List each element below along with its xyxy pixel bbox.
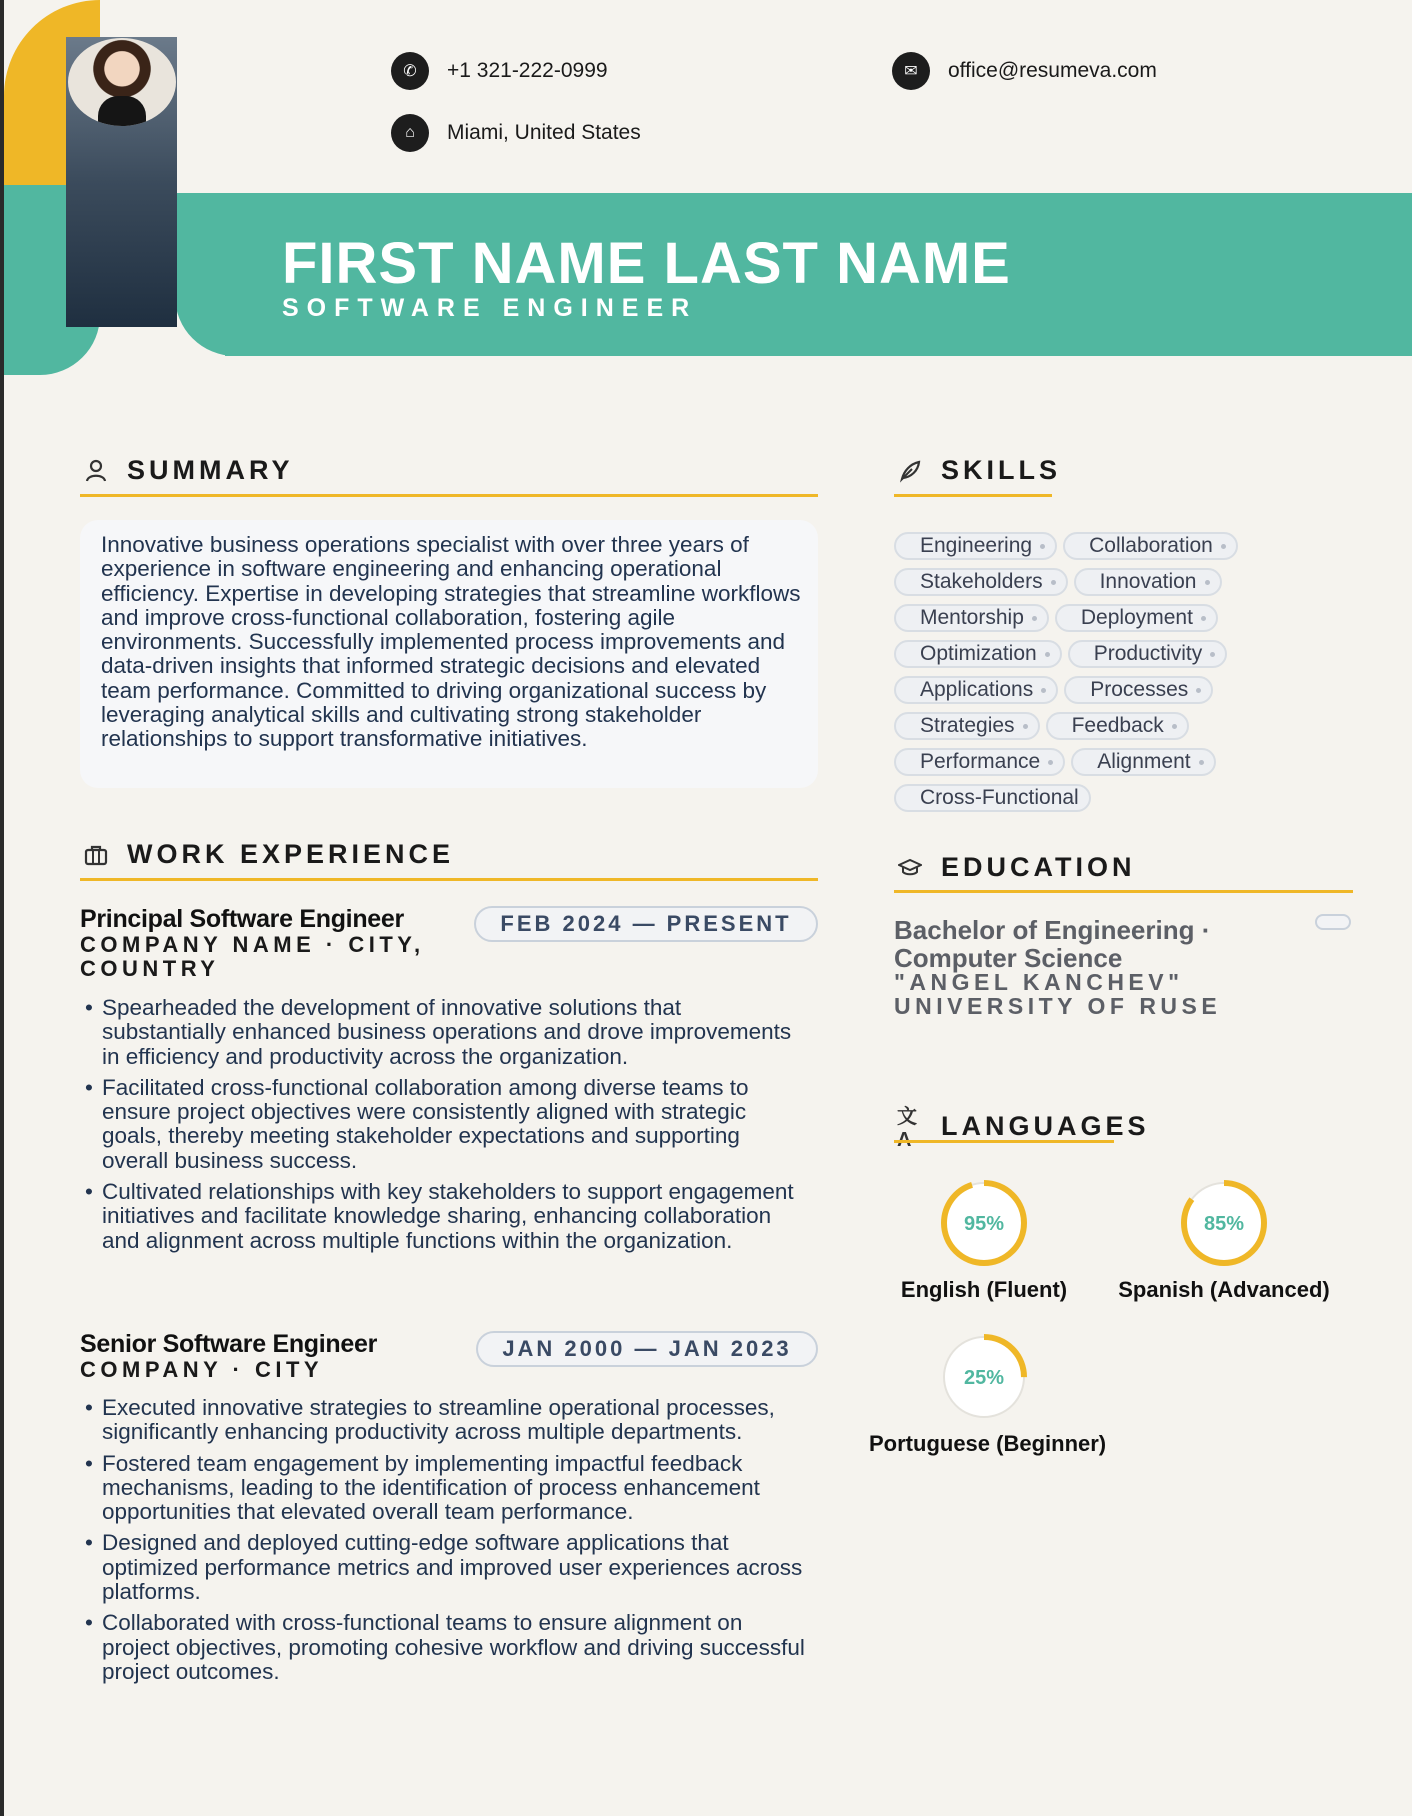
language-item bbox=[869, 1331, 1107, 1457]
language-percent: 95% bbox=[963, 1213, 1005, 1235]
dot-icon bbox=[1040, 544, 1045, 549]
job-bullet: • Cultivated relationships with key stakeholders to support engagement initiatives and facilitate knowledge sharing, enhancing collaboration and alignment across multiple functions within the organization. bbox=[81, 1180, 806, 1253]
skill-chip bbox=[1064, 676, 1213, 704]
translate-icon: 文 bbox=[897, 1106, 921, 1128]
envelope-icon: ✉ bbox=[892, 52, 930, 90]
dot-icon bbox=[1032, 616, 1037, 621]
skill-label: Processes bbox=[1090, 678, 1189, 701]
summary-rule bbox=[80, 494, 818, 497]
language-percent: 85% bbox=[1203, 1213, 1245, 1235]
skills-list bbox=[894, 532, 1274, 812]
dot-icon bbox=[1196, 688, 1201, 693]
language-name: Spanish (Advanced) bbox=[1118, 1277, 1330, 1302]
education-rule bbox=[894, 890, 1353, 893]
skill-chip bbox=[894, 604, 1049, 632]
skill-label: Cross-Functional bbox=[920, 786, 1079, 809]
skill-chip bbox=[1068, 640, 1228, 668]
education-title: EDUCATION bbox=[941, 852, 1136, 882]
skill-label: Feedback bbox=[1071, 714, 1164, 737]
job-dates: JAN 2000 — JAN 2023 bbox=[476, 1331, 818, 1367]
languages-title: LANGUAGES bbox=[941, 1110, 1150, 1141]
dot-icon bbox=[1045, 652, 1050, 657]
job-title: Senior Software Engineer bbox=[80, 1330, 378, 1358]
work-rule bbox=[80, 878, 818, 881]
job-bullet: • Fostered team engagement by implementing impactful feedback mechanisms, leading to the identification of process enhancement opportunities that elevated overall team performance. bbox=[81, 1452, 806, 1525]
job-bullet: • Spearheaded the development of innovative solutions that substantially enhanced business operations and drove improvements in efficiency and productivity across the organization. bbox=[81, 996, 806, 1069]
language-name: Portuguese (Beginner) bbox=[869, 1431, 1107, 1456]
languages-rule bbox=[894, 1140, 1114, 1143]
skill-chip bbox=[894, 568, 1068, 596]
candidate-role: SOFTWARE ENGINEER bbox=[282, 294, 698, 322]
skills-title: SKILLS bbox=[941, 455, 1062, 485]
skill-label: Engineering bbox=[920, 534, 1033, 557]
dot-icon bbox=[1205, 580, 1210, 585]
skill-chip bbox=[894, 676, 1058, 704]
job-company: COMPANY · CITY bbox=[80, 1357, 324, 1382]
email-text: office@resumeva.com bbox=[948, 59, 1157, 82]
contact-location bbox=[391, 114, 641, 152]
work-title: WORK EXPERIENCE bbox=[127, 839, 455, 869]
skill-chip bbox=[1071, 748, 1215, 776]
language-percent: 25% bbox=[963, 1367, 1005, 1389]
dot-icon bbox=[1023, 724, 1028, 729]
skill-label: Applications bbox=[920, 678, 1034, 701]
job-bullet: • Facilitated cross-functional collaboration among diverse teams to ensure project objectives were consistently aligned with strategic goals, thereby meeting stakeholder expectations and supporting overall business success. bbox=[81, 1076, 806, 1173]
phone-text: +1 321-222-0999 bbox=[447, 59, 608, 82]
skill-chip bbox=[894, 532, 1057, 560]
language-ring bbox=[1178, 1177, 1270, 1269]
dot-icon bbox=[1172, 724, 1177, 729]
skill-label: Collaboration bbox=[1089, 534, 1213, 557]
avatar bbox=[68, 38, 176, 126]
job-title: Principal Software Engineer bbox=[80, 905, 404, 933]
skill-label: Deployment bbox=[1080, 606, 1193, 629]
skill-label: Strategies bbox=[920, 714, 1015, 737]
skill-chip bbox=[1074, 568, 1222, 596]
dot-icon bbox=[1199, 760, 1204, 765]
summary-text: Innovative business operations specialist with over three years of experience in software engineering and enhancing operational efficiency. Expertise in developing strategies that streamline workflows and improve cross-functional collaboration, fostering agile environments. Successfully implemented process improvements and data-driven insights that informed strategic decisions and elevated team performance. Committed to driving organizational success by leveraging analytical skills and cultivating strong stakeholder relationships to support transformative initiatives. bbox=[101, 532, 801, 752]
skill-label: Optimization bbox=[920, 642, 1037, 665]
dot-icon bbox=[1210, 652, 1215, 657]
job-company: COMPANY NAME · CITY, COUNTRY bbox=[80, 932, 425, 981]
job-dates: FEB 2024 — PRESENT bbox=[474, 906, 818, 942]
language-item bbox=[869, 1177, 1099, 1303]
graduation-cap-icon bbox=[897, 858, 923, 878]
education-date-pill bbox=[1315, 914, 1351, 930]
location-text: Miami, United States bbox=[447, 121, 641, 144]
summary-title: SUMMARY bbox=[127, 455, 294, 485]
person-icon bbox=[83, 459, 109, 483]
job-bullet: • Executed innovative strategies to streamline operational processes, significantly enhancing productivity across multiple departments. bbox=[81, 1396, 806, 1445]
language-ring bbox=[938, 1177, 1030, 1269]
contact-email[interactable] bbox=[892, 52, 1157, 90]
job-bullets bbox=[81, 1396, 806, 1691]
summary-heading bbox=[83, 455, 294, 486]
home-icon: ⌂ bbox=[391, 114, 429, 152]
education-heading bbox=[897, 852, 1136, 883]
skill-label: Stakeholders bbox=[920, 570, 1043, 593]
languages-heading bbox=[897, 1100, 1150, 1152]
skill-chip bbox=[894, 712, 1040, 740]
skill-chip bbox=[1046, 712, 1189, 740]
dot-icon bbox=[1048, 760, 1053, 765]
skill-label: Mentorship bbox=[920, 606, 1024, 629]
skills-rule bbox=[894, 494, 1052, 497]
skill-label: Performance bbox=[920, 750, 1041, 773]
skill-chip bbox=[1055, 604, 1218, 632]
skill-label: Productivity bbox=[1093, 642, 1203, 665]
skill-chip bbox=[894, 748, 1065, 776]
dot-icon bbox=[1201, 616, 1206, 621]
education-degree: Bachelor of Engineering · Computer Science bbox=[894, 915, 1211, 973]
briefcase-icon bbox=[83, 844, 109, 866]
dot-icon bbox=[1041, 688, 1046, 693]
work-heading bbox=[83, 839, 454, 870]
job-bullets bbox=[81, 996, 806, 1260]
dot-icon bbox=[1221, 544, 1226, 549]
dot-icon bbox=[1051, 580, 1056, 585]
language-name: English (Fluent) bbox=[900, 1277, 1068, 1302]
job-bullet: • Designed and deployed cutting-edge software applications that optimized performance metrics and improved user experiences across platforms. bbox=[81, 1531, 806, 1604]
skill-chip bbox=[894, 784, 1091, 812]
education-school: "ANGEL KANCHEV" UNIVERSITY OF RUSE bbox=[894, 969, 1222, 1019]
job-bullet: • Collaborated with cross-functional teams to ensure alignment on project objectives, promoting cohesive workflow and driving successful project outcomes. bbox=[81, 1611, 806, 1684]
phone-icon: ✆ bbox=[391, 52, 429, 90]
skill-label: Innovation bbox=[1099, 570, 1197, 593]
language-ring bbox=[938, 1331, 1030, 1423]
skill-chip bbox=[1063, 532, 1238, 560]
contact-phone[interactable] bbox=[391, 52, 608, 90]
skill-chip bbox=[894, 640, 1062, 668]
skill-label: Alignment bbox=[1097, 750, 1191, 773]
skills-heading bbox=[897, 455, 1061, 486]
language-item bbox=[1109, 1177, 1339, 1303]
feather-icon bbox=[897, 459, 923, 483]
candidate-name: FIRST NAME LAST NAME bbox=[282, 231, 1011, 296]
